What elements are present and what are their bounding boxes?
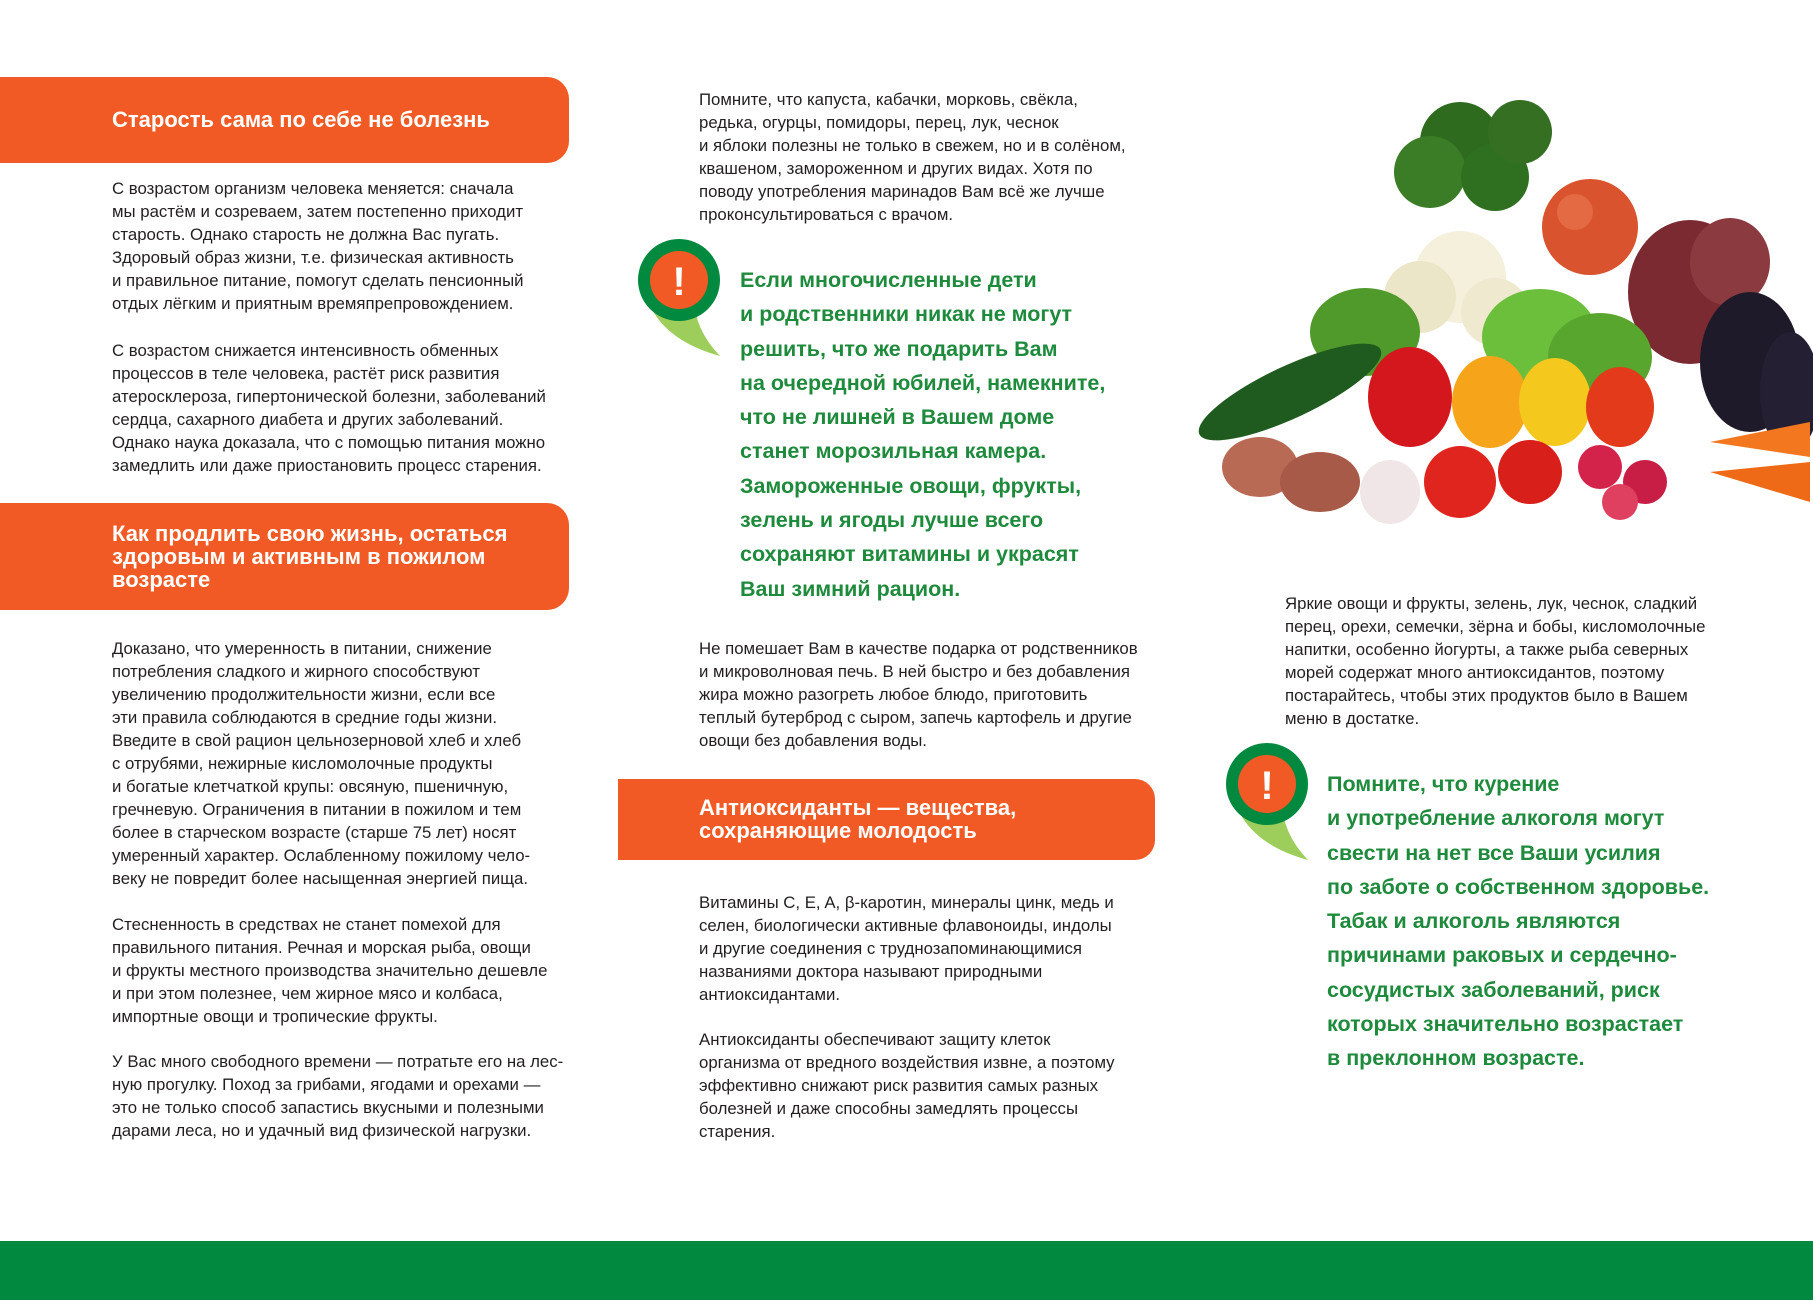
text-line: перец, орехи, семечки, зёрна и бобы, кисломолочные: [1285, 617, 1706, 636]
callout-line: Помните, что курение: [1327, 772, 1560, 796]
exclamation-glyph: !: [1260, 764, 1274, 808]
text-line: Здоровый образ жизни, т.е. физическая активность: [112, 248, 514, 267]
callout-line: причинами раковых и сердечно-: [1327, 943, 1677, 968]
text-line: и фрукты местного производства значительно дешевле: [112, 961, 548, 980]
text-line: старения.: [699, 1122, 776, 1141]
text-line: поводу употребления маринадов Вам всё же лучше: [699, 182, 1105, 201]
callout-line: сохраняют витамины и украсят: [740, 542, 1079, 567]
text-line: жира можно разогреть любое блюдо, приготовить: [699, 685, 1088, 704]
text-line: и микроволновая печь. В ней быстро и без добавления: [699, 662, 1130, 681]
text-line: Однако наука доказала, что с помощью питания можно: [112, 433, 546, 452]
paragraph-aging-intro: [112, 177, 524, 315]
text-line: Введите в свой рацион цельнозерновой хлеб и хлеб: [112, 731, 522, 750]
heading-longevity-line: возрасте: [112, 567, 211, 592]
heading-banner-antioxidants: [618, 779, 1155, 860]
text-line: С возрастом снижается интенсивность обменных: [112, 341, 499, 360]
text-line: селен, биологически активные флавоноиды, индолы: [699, 916, 1112, 935]
callout-line: в преклонном возрасте.: [1327, 1046, 1585, 1071]
footer-bar: [0, 1241, 1813, 1300]
text-line: морей содержат много антиоксидантов, поэтому: [1285, 663, 1665, 682]
text-line: У Вас много свободного времени — потратьте его на лес-: [112, 1052, 564, 1071]
text-line: Витамины C, E, A, β-каротин, минералы цинк, медь и: [699, 893, 1114, 912]
text-line: мы растём и созреваем, затем постепенно приходит: [112, 202, 524, 221]
text-line: напитки, особенно йогурты, а также рыба северных: [1285, 640, 1689, 659]
text-line: ную прогулку. Поход за грибами, ягодами и орехами —: [112, 1075, 541, 1094]
paragraph-vitamins: [699, 891, 1114, 1006]
text-line: Доказано, что умеренность в питании, снижение: [112, 639, 492, 658]
heading-longevity-line: Как продлить свою жизнь, остаться: [112, 521, 508, 546]
text-line: теплый бутерброд с сыром, запечь картофель и другие: [699, 708, 1132, 727]
callout-line: зелень и ягоды лучше всего: [740, 508, 1044, 533]
callout-freezer: [740, 263, 1105, 606]
text-line: с отрубями, нежирные кисломолочные продукты: [112, 754, 493, 773]
text-line: проконсультироваться с врачом.: [699, 205, 954, 224]
text-line: умеренный характер. Ослабленному пожилому чело-: [112, 846, 531, 865]
text-line: эти правила соблюдаются в средние годы жизни.: [112, 708, 498, 727]
text-line: квашеном, замороженном и других видах. Хотя по: [699, 159, 1093, 178]
paragraph-forest-walk: [112, 1050, 563, 1142]
text-line: и при этом полезнее, чем жирное мясо и колбаса,: [112, 984, 503, 1003]
text-line: импортные овощи и тропические фрукты.: [112, 1007, 438, 1026]
text-line: Стесненность в средствах не станет помехой для: [112, 915, 501, 934]
text-line: более в старческом возрасте (старше 75 лет) носят: [112, 823, 517, 842]
text-line: и яблоки полезны не только в свежем, но и в солёном,: [699, 136, 1126, 155]
text-line: отдых лёгким и приятным времяпрепровождением.: [112, 294, 514, 313]
text-line: сердца, сахарного диабета и других заболеваний.: [112, 410, 504, 429]
text-line: Яркие овощи и фрукты, зелень, лук, чеснок, сладкий: [1285, 594, 1698, 613]
callout-line: Ваш зимний рацион.: [740, 576, 961, 601]
callout-line: Замороженные овощи, фрукты,: [740, 473, 1082, 498]
paragraph-preserved-vegetables: [699, 88, 1126, 226]
text-line: Помните, что капуста, кабачки, морковь, свёкла,: [699, 90, 1078, 109]
text-line: это не только способ запастись вкусными и полезными: [112, 1098, 544, 1117]
text-line: названиями доктора называют природными: [699, 962, 1043, 981]
vegetables-photo: [1190, 62, 1813, 532]
text-line: гречневую. Ограничения в питании в пожилом и тем: [112, 800, 522, 819]
text-line: Не помешает Вам в качестве подарка от родственников: [699, 639, 1138, 658]
text-line: С возрастом организм человека меняется: сначала: [112, 179, 514, 198]
text-line: замедлить или даже приостановить процесс старения.: [112, 456, 542, 475]
text-line: меню в достатке.: [1285, 709, 1420, 728]
paragraph-cell-protection: [699, 1028, 1115, 1143]
callout-line: на очередной юбилей, намекните,: [740, 370, 1106, 395]
heading-antioxidants-line: Антиоксиданты — вещества,: [699, 795, 1017, 820]
text-line: антиоксидантами.: [699, 985, 841, 1004]
callout-line: которых значительно возрастает: [1327, 1012, 1684, 1037]
exclamation-alert-icon: [1224, 741, 1314, 866]
text-line: правильного питания. Речная и морская рыба, овощи: [112, 938, 531, 957]
heading-antioxidants-line: сохраняющие молодость: [699, 818, 977, 843]
callout-line: что не лишней в Вашем доме: [740, 405, 1055, 430]
exclamation-alert-icon: [636, 237, 726, 362]
heading-aging-text: Старость сама по себе не болезнь: [112, 107, 490, 132]
text-line: атеросклероза, гипертонической болезни, заболеваний: [112, 387, 546, 406]
paragraph-metabolism: [112, 339, 546, 477]
text-line: дарами леса, но и удачный вид физической нагрузки.: [112, 1121, 532, 1140]
heading-banner-longevity: [0, 503, 569, 610]
paragraph-budget: [112, 913, 547, 1028]
callout-line: и родственники никак не могут: [740, 302, 1073, 327]
callout-smoking: [1327, 767, 1709, 1076]
text-line: и другие соединения с труднозапоминающимися: [699, 939, 1082, 958]
text-line: потребления сладкого и жирного способствуют: [112, 662, 480, 681]
paragraph-moderation: [112, 637, 530, 890]
callout-line: решить, что же подарить Вам: [740, 336, 1058, 361]
exclamation-glyph: !: [672, 260, 686, 304]
paragraph-microwave: [699, 637, 1138, 752]
text-line: болезней и даже способны замедлять процессы: [699, 1099, 1079, 1118]
text-line: и правильное питание, помогут сделать пенсионный: [112, 271, 524, 290]
callout-line: свести на нет все Ваши усилия: [1327, 840, 1661, 865]
text-line: и богатые клетчаткой крупы: овсяную, пшеничную,: [112, 777, 509, 796]
text-line: процессов в теле человека, растёт риск развития: [112, 364, 500, 383]
callout-line: сосудистых заболеваний, риск: [1327, 977, 1660, 1002]
callout-line: и употребление алкоголя могут: [1327, 806, 1665, 831]
callout-line: станет морозильная камера.: [740, 439, 1047, 464]
callout-line: Если многочисленные дети: [740, 268, 1037, 292]
text-line: постарайтесь, чтобы этих продуктов было в Вашем: [1285, 686, 1688, 705]
callout-line: по заботе о собственном здоровье.: [1327, 874, 1710, 899]
text-line: увеличению продолжительности жизни, если все: [112, 685, 496, 704]
callout-line: Табак и алкоголь являются: [1327, 909, 1621, 934]
text-line: старость. Однако старость не должна Вас пугать.: [112, 225, 500, 244]
heading-longevity-line: здоровым и активным в пожилом: [112, 544, 486, 569]
text-line: эффективно снижают риск развития самых разных: [699, 1076, 1099, 1095]
paragraph-antioxidant-foods: [1285, 592, 1705, 730]
text-line: овощи без добавления воды.: [699, 731, 927, 750]
text-line: веку не повредит более насыщенная энергией пища.: [112, 869, 528, 888]
text-line: организма от вредного воздействия извне, а поэтому: [699, 1053, 1115, 1072]
text-line: Антиоксиданты обеспечивают защиту клеток: [699, 1030, 1051, 1049]
heading-banner-aging: [0, 77, 569, 163]
text-line: редька, огурцы, помидоры, перец, лук, чеснок: [699, 113, 1059, 132]
